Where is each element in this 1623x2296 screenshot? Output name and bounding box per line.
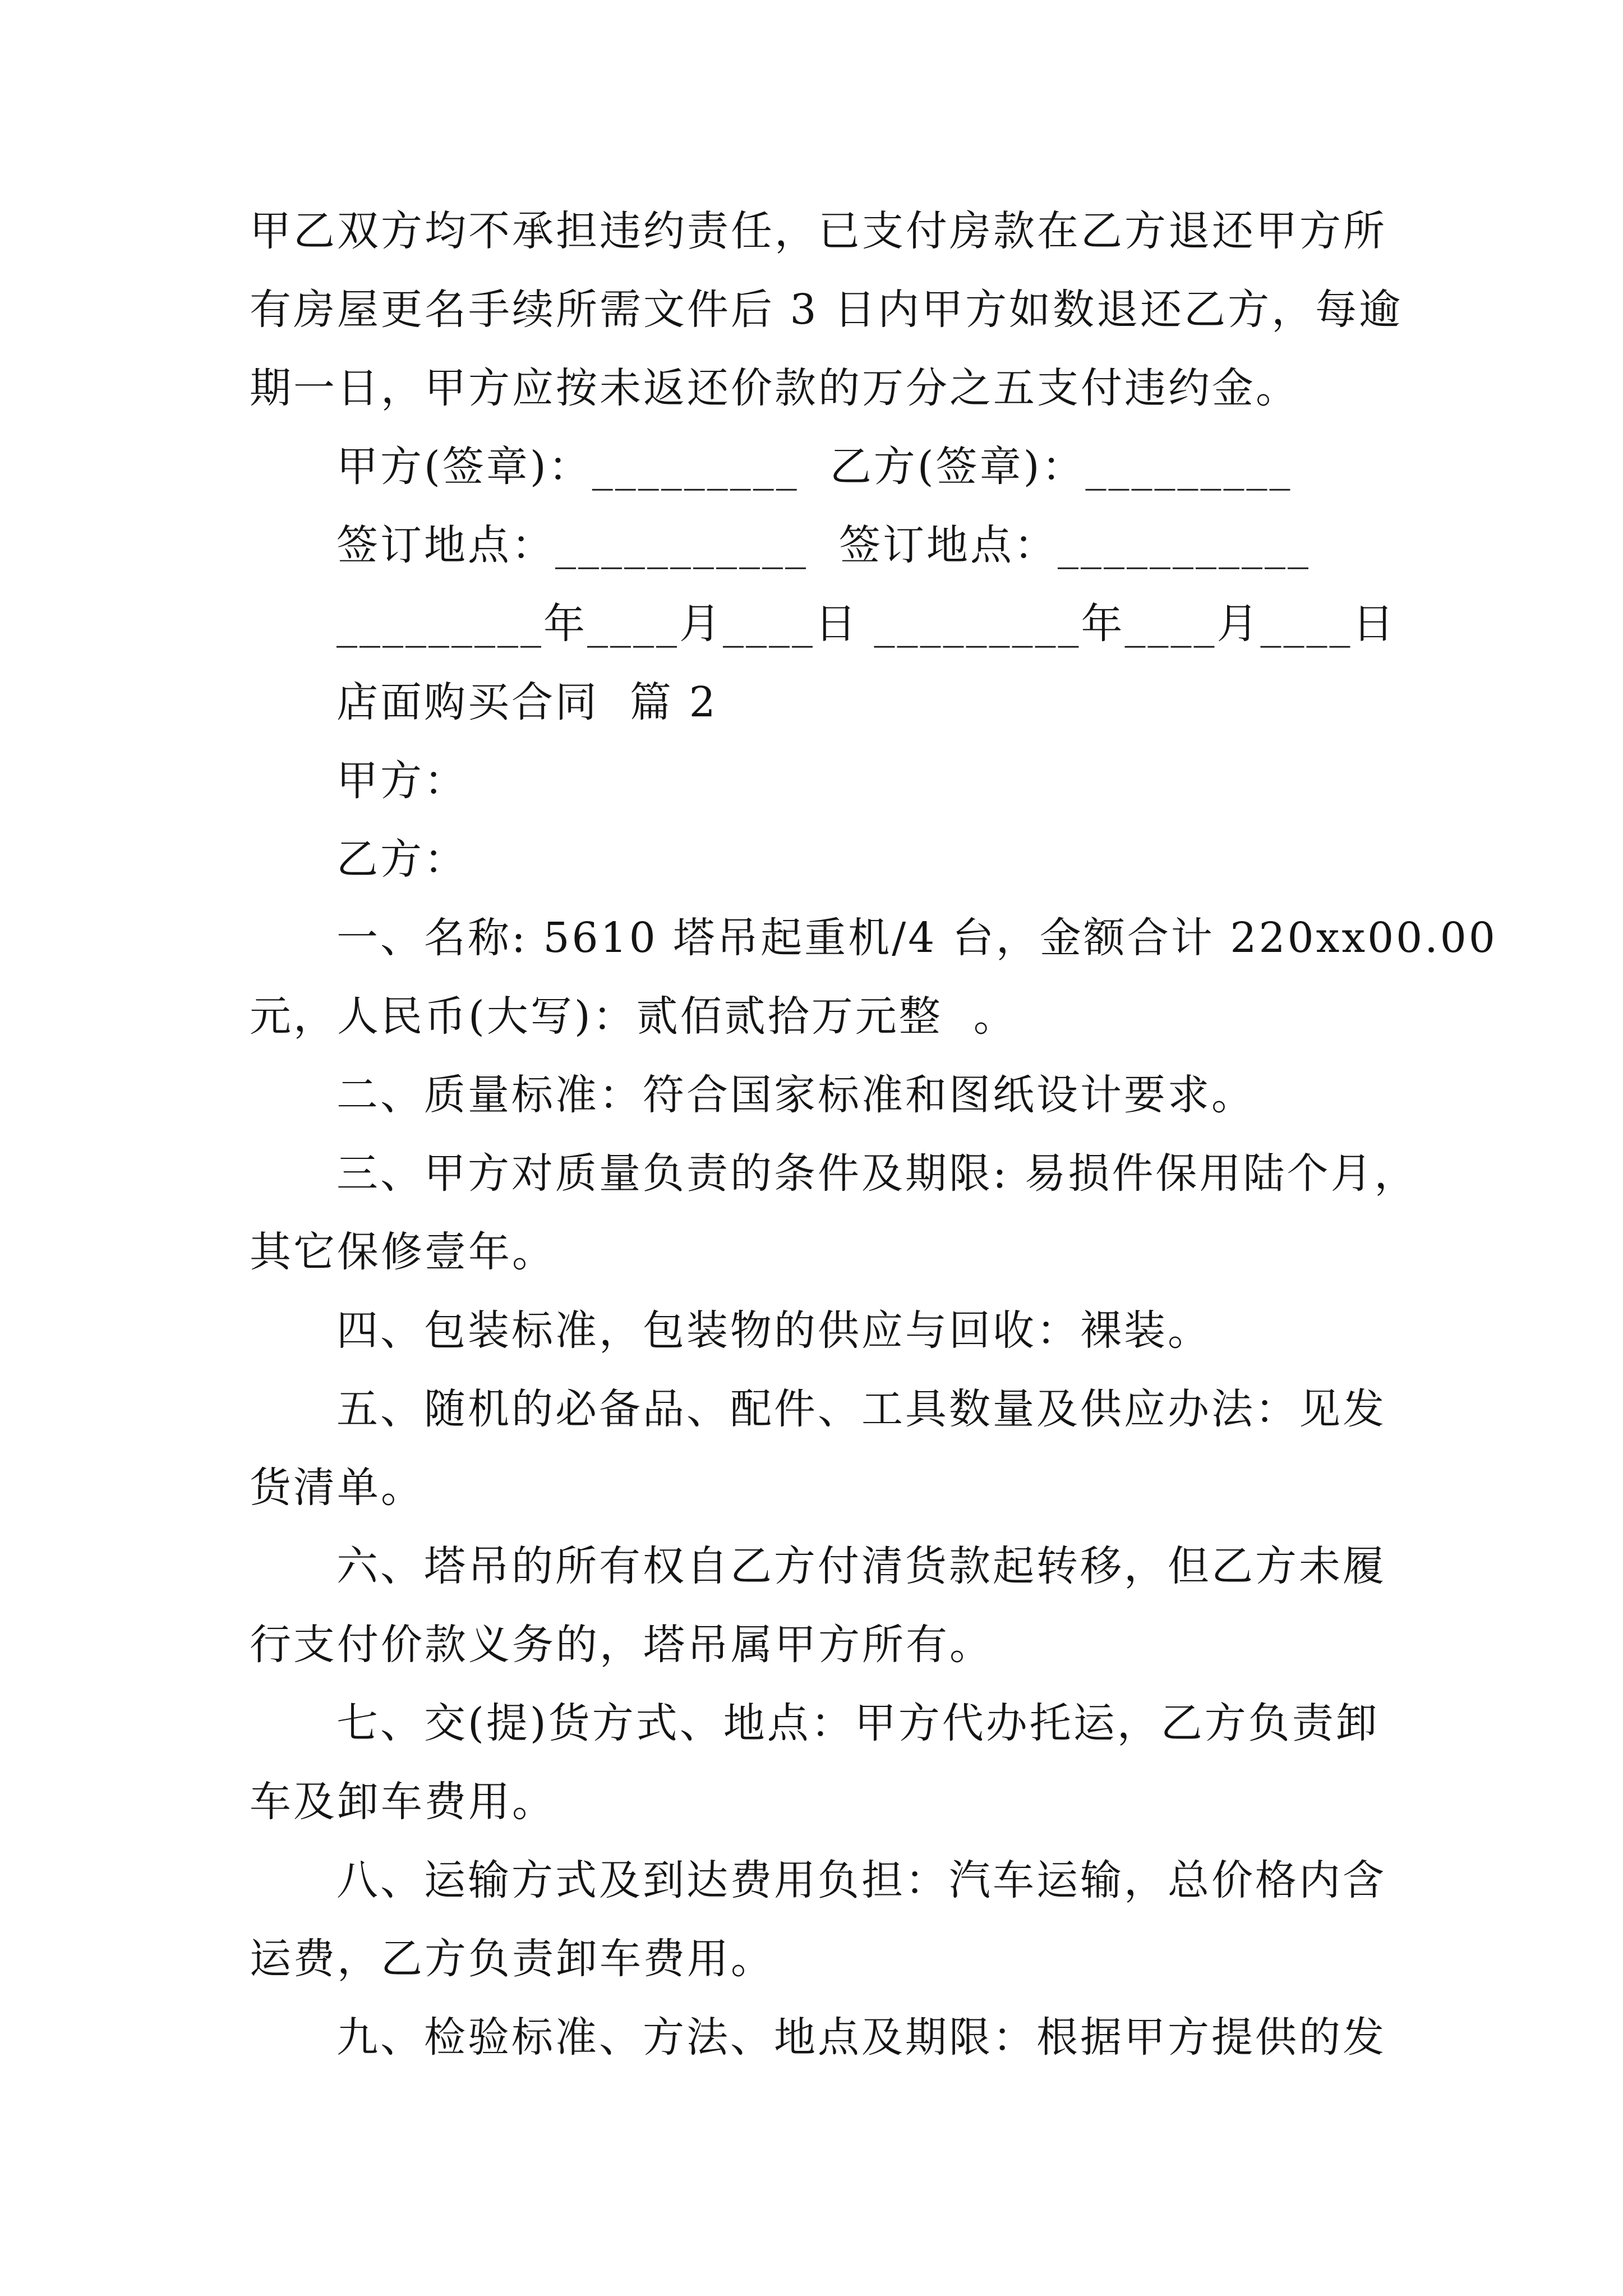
clause-line: 元，人民币(大写)：贰佰贰拾万元整 。 xyxy=(250,992,1017,1041)
clause-line: 九、检验标准、方法、地点及期限：根据甲方提供的发 xyxy=(336,2013,1386,2062)
clause-line: 五、随机的必备品、配件、工具数量及供应办法：见发 xyxy=(336,1385,1386,1433)
clause-line: 三、甲方对质量负责的条件及期限: 易损件保用陆个月， xyxy=(336,1149,1418,1198)
paragraph-line: 甲乙双方均不承担违约责任，已支付房款在乙方退还甲方所 xyxy=(250,207,1387,255)
clause-line: 六、塔吊的所有权自乙方付清货款起转移，但乙方未履 xyxy=(336,1542,1386,1590)
clause-line: 四、包装标准，包装物的供应与回收：裸装。 xyxy=(336,1306,1211,1355)
clause-line: 行支付价款义务的，塔吊属甲方所有。 xyxy=(250,1621,993,1669)
section-title: 店面购买合同 篇 2 xyxy=(336,678,718,726)
clause-line: 其它保修壹年。 xyxy=(250,1228,556,1276)
party-b-label: 乙方： xyxy=(336,835,468,884)
signing-date-line: _________年____月____日 _________年____月____日 xyxy=(336,600,1396,648)
clause-line: 车及卸车费用。 xyxy=(250,1778,556,1826)
paragraph-line: 有房屋更名手续所需文件后 3 日内甲方如数退还乙方，每逾 xyxy=(250,286,1403,334)
paragraph-line: 期一日，甲方应按未返还价款的万分之五支付违约金。 xyxy=(250,364,1299,412)
clause-line: 二、质量标准：符合国家标准和图纸设计要求。 xyxy=(336,1071,1255,1119)
party-a-signature-line: 甲方(签章)：_________ 乙方(签章)：_________ xyxy=(336,443,1293,491)
clause-line: 货清单。 xyxy=(250,1464,425,1512)
clause-line: 一、名称: 5610 塔吊起重机/4 台，金额合计 220xx00.00 xyxy=(336,914,1497,962)
party-a-label: 甲方： xyxy=(336,757,468,805)
clause-line: 运费，乙方负责卸车费用。 xyxy=(250,1935,774,1983)
clause-line: 七、交(提)货方式、地点：甲方代办托运，乙方负责卸 xyxy=(336,1699,1380,1747)
clause-line: 八、运输方式及到达费用负担：汽车运输，总价格内含 xyxy=(336,1856,1386,1904)
signing-place-line: 签订地点：___________ 签订地点：___________ xyxy=(336,521,1311,569)
